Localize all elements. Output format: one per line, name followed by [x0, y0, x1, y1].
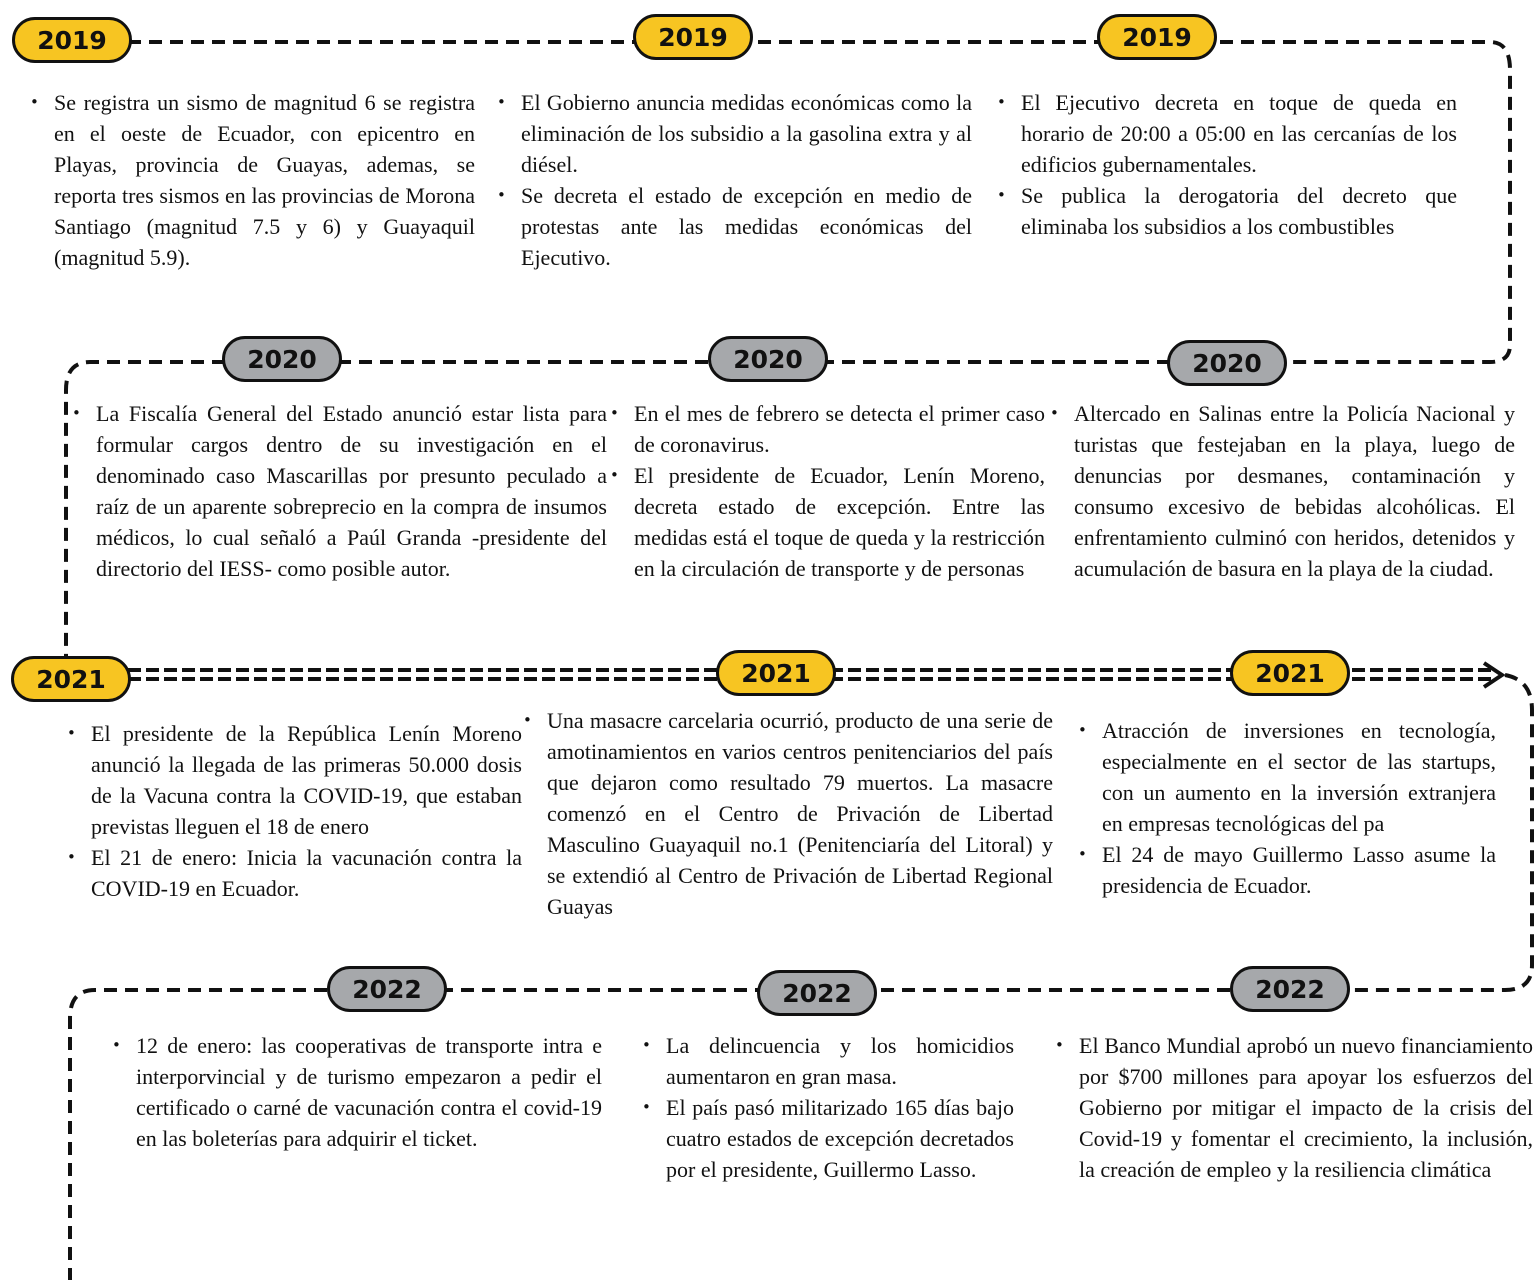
event-block	[610, 398, 1045, 584]
year-badge: 2020	[222, 336, 342, 382]
event-bullet: • Se registra un sismo de magnitud 6 se registra en el oeste de Ecuador, con epicentro en Playas, provincia de Guayas, ademas, se reporta tres sismos en las provincias de Morona Santiago (magnitud 7.5 y 6) y Guayaquil (magnitud 5.9).	[30, 87, 475, 273]
event-bullet: • El Gobierno anuncia medidas económicas como la eliminación de los subsidio a la gasolina extra y al diésel.	[497, 87, 972, 180]
year-badge: 2019	[633, 14, 753, 60]
event-block	[497, 87, 972, 273]
event-block	[1055, 1030, 1533, 1185]
event-block	[523, 705, 1053, 922]
year-badge: 2020	[1167, 340, 1287, 386]
event-block	[72, 398, 607, 584]
year-badge: 2020	[708, 336, 828, 382]
event-bullet: • El Ejecutivo decreta en toque de queda en horario de 20:00 a 05:00 en las cercanías de los edificios gubernamentales.	[997, 87, 1457, 180]
year-badge: 2021	[1230, 650, 1350, 696]
event-bullet: • El presidente de la República Lenín Moreno anunció la llegada de las primeras 50.000 dosis de la Vacuna contra la COVID-19, que estaban previstas lleguen el 18 de enero	[67, 718, 522, 842]
event-block	[30, 87, 475, 273]
event-block	[1078, 715, 1496, 901]
event-bullet: • Una masacre carcelaria ocurrió, producto de una serie de amotinamientos en varios centros penitenciarios del país que dejaron como resultado 79 muertos. La masacre comenzó en el Centro de Privación de Libertad Masculino Guayaquil no.1 (Penitenciaría del Litoral) y se extendió al Centro de Privación de Libertad Regional Guayas	[523, 705, 1053, 922]
event-bullet: • Altercado en Salinas entre la Policía Nacional y turistas que festejaban en la playa, luego de denuncias por desmanes, contaminación y consumo excesivo de bebidas alcohólicas. El enfrentamiento culminó con heridos, detenidos y acumulación de basura en la playa de la ciudad.	[1050, 398, 1515, 584]
year-badge: 2021	[716, 650, 836, 696]
year-badge: 2022	[757, 970, 877, 1016]
year-badge: 2021	[11, 656, 131, 702]
event-bullet: • La delincuencia y los homicidios aumentaron en gran masa.	[642, 1030, 1014, 1092]
year-badge: 2022	[327, 966, 447, 1012]
year-badge: 2019	[12, 17, 132, 63]
event-bullet: • En el mes de febrero se detecta el primer caso de coronavirus.	[610, 398, 1045, 460]
event-block	[642, 1030, 1014, 1185]
event-bullet: • La Fiscalía General del Estado anunció estar lista para formular cargos dentro de su investigación en el denominado caso Mascarillas por presunto peculado a raíz de un aparente sobreprecio en la compra de insumos médicos, lo cual señaló a Paúl Granda -presidente del directorio del IESS- como posible autor.	[72, 398, 607, 584]
connector-2021-arrow	[1484, 663, 1502, 687]
event-bullet: • El presidente de Ecuador, Lenín Moreno, decreta estado de excepción. Entre las medidas está el toque de queda y la restricción en la circulación de transporte y de personas	[610, 460, 1045, 584]
event-bullet: • Atracción de inversiones en tecnología, especialmente en el sector de las startups, con un aumento en la inversión extranjera en empresas tecnológicas del pa	[1078, 715, 1496, 839]
event-block	[1050, 398, 1515, 584]
event-bullet: • 12 de enero: las cooperativas de transporte intra e interporvincial y de turismo empezaron a pedir el certificado o carné de vacunación contra el covid-19 en las boleterías para adquirir el ticket.	[112, 1030, 602, 1154]
event-bullet: • Se publica la derogatoria del decreto que eliminaba los subsidios a los combustibles	[997, 180, 1457, 242]
event-block	[67, 718, 522, 904]
event-bullet: • El 21 de enero: Inicia la vacunación contra la COVID-19 en Ecuador.	[67, 842, 522, 904]
event-block	[112, 1030, 602, 1154]
event-bullet: • El país pasó militarizado 165 días bajo cuatro estados de excepción decretados por el presidente, Guillermo Lasso.	[642, 1092, 1014, 1185]
event-bullet: • Se decreta el estado de excepción en medio de protestas ante las medidas económicas del Ejecutivo.	[497, 180, 972, 273]
year-badge: 2022	[1230, 966, 1350, 1012]
event-bullet: • El Banco Mundial aprobó un nuevo financiamiento por $700 millones para apoyar los esfuerzos del Gobierno por mitigar el impacto de la crisis del Covid-19 y fomentar el crecimiento, la inclusión, la creación de empleo y la resiliencia climática	[1055, 1030, 1533, 1185]
year-badge: 2019	[1097, 14, 1217, 60]
event-block	[997, 87, 1457, 242]
event-bullet: • El 24 de mayo Guillermo Lasso asume la presidencia de Ecuador.	[1078, 839, 1496, 901]
